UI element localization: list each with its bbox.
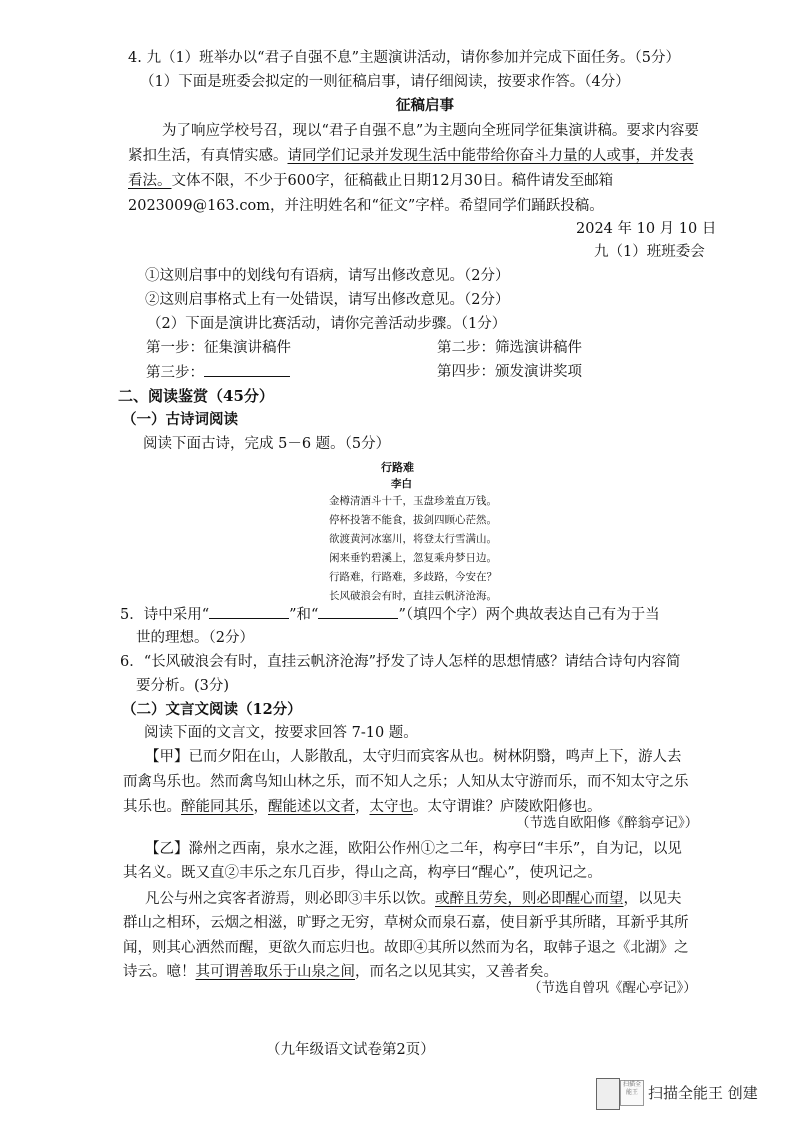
q6-line-2: 要分析。(3分) xyxy=(136,678,230,694)
jia-underline-1: 醉能同其乐 xyxy=(181,799,254,815)
notice-line-1: 为了响应学校号召，现以“君子自强不息”为主题向全班同学征集演讲稿。要求内容要 xyxy=(162,123,699,139)
yi-line-3 xyxy=(145,889,682,909)
step-3 xyxy=(146,362,290,383)
part1-title: （一）古诗词阅读 xyxy=(122,411,238,428)
notice-signer: 九（1）班班委会 xyxy=(594,244,705,260)
step-3-label: 第三步： xyxy=(146,365,204,381)
poem-title: 行路难 xyxy=(381,461,414,474)
notice-line-2 xyxy=(128,146,694,166)
notice-text: 文体不限，不少于600字，征稿截止日期12月30日。稿件请发至邮箱 xyxy=(171,173,614,189)
poem-line-4: 闲来垂钓碧溪上，忽复乘舟梦日边。 xyxy=(329,552,497,564)
q6-line-1: 6．“长风破浪会有时，直挂云帆济沧海”抒发了诗人怎样的思想情感？请结合诗句内容简 xyxy=(120,654,681,670)
q5-blank-1[interactable] xyxy=(209,604,289,619)
jia-line-2: 而禽鸟乐也。然而禽鸟知山林之乐，而不知人之乐；人知从太守游而乐，而不知太守之乐 xyxy=(123,774,689,790)
part2-instruction: 阅读下面的文言文，按要求回答 7-10 题。 xyxy=(144,725,418,741)
jia-text: ， xyxy=(355,799,370,815)
yi-line-6 xyxy=(123,962,558,982)
yi-text: ，以见夫 xyxy=(623,891,682,907)
notice-title: 征稿启事 xyxy=(396,97,454,114)
q5-line-2: 世的理想。（2分） xyxy=(136,630,254,646)
section2-title: 二、阅读鉴赏（45分） xyxy=(118,387,274,405)
notice-line-4: 2023009@163.com，并注明姓名和“征文”字样。希望同学们踊跃投稿。 xyxy=(128,198,604,214)
yi-line-5: 闻，则其心洒然而醒，更欲久而忘归也。故即④其所以然而为名，取韩子退之《北湖》之 xyxy=(123,940,689,956)
step-4: 第四步：颁发演讲奖项 xyxy=(437,364,582,380)
poem-line-3: 欲渡黄河冰塞川，将登太行雪满山。 xyxy=(329,533,497,545)
part2-title: （二）文言文阅读（12分） xyxy=(122,701,302,718)
yi-text: ，而名之以见其实，又善者矣。 xyxy=(355,964,558,980)
jia-underline-2: 醒能述以文者 xyxy=(268,799,355,815)
part1-instruction: 阅读下面古诗，完成 5－6 题。（5分） xyxy=(143,436,391,452)
underlined-sentence: 请同学们记录并发现生活中能带给你奋斗力量的人或事，并发表 xyxy=(287,148,694,164)
page-footer: （九年级语文试卷第2页） xyxy=(266,1042,435,1058)
scanner-logo: 扫描全能王 xyxy=(620,1080,644,1106)
q5-text: ”和“ xyxy=(289,607,319,623)
poem-line-2: 停杯投箸不能食，拔剑四顾心茫然。 xyxy=(329,514,497,526)
jia-underline-3: 太守也 xyxy=(369,799,413,815)
scanner-qr-icon xyxy=(596,1078,620,1110)
jia-text: 。太守谓谁？庐陵欧阳修也。 xyxy=(413,799,602,815)
yi-line-4: 群山之相环，云烟之相滋，旷野之无穷，草树众而泉石嘉，使目新乎其所睹，耳新乎其所 xyxy=(123,915,689,931)
scanner-watermark: 扫描全能王 创建 xyxy=(648,1084,758,1102)
notice-line-3 xyxy=(128,171,613,191)
q5-text: ”（填四个字）两个典故表达自己有为于当 xyxy=(398,607,660,623)
yi-underline-2: 其可谓善取乐于山泉之间 xyxy=(195,964,355,980)
task-1: ①这则启事中的划线句有语病，请写出修改意见。（2分） xyxy=(145,268,510,284)
q4-title: 4. 九（1）班举办以“君子自强不息”主题演讲活动，请你参加并完成下面任务。（5分） xyxy=(128,50,680,66)
jia-line-1: 【甲】已而夕阳在山，人影散乱，太守归而宾客从也。树林阴翳，鸣声上下，游人去 xyxy=(145,749,682,765)
poem-line-1: 金樽清酒斗十千，玉盘珍羞直万钱。 xyxy=(329,495,497,507)
poem-line-5: 行路难，行路难，多歧路，今安在？ xyxy=(329,571,497,583)
jia-text: 其乐也。 xyxy=(123,799,181,815)
yi-source: （节选自曾巩《醒心亭记》） xyxy=(528,980,697,996)
q4-sub1: （1）下面是班委会拟定的一则征稿启事，请仔细阅读，按要求作答。（4分） xyxy=(140,74,630,90)
q5-line-1 xyxy=(120,604,660,625)
notice-text: 紧扣生活，有真情实感。 xyxy=(128,148,288,164)
yi-line-2: 其名义。既又直②丰乐之东几百步，得山之高，构亭曰“醒心”，使巩记之。 xyxy=(123,865,602,881)
q4-sub2: （2）下面是演讲比赛活动，请你完善活动步骤。（1分） xyxy=(147,316,507,332)
step-1: 第一步：征集演讲稿件 xyxy=(146,340,291,356)
poem-author: 李白 xyxy=(391,478,412,490)
yi-text: 诗云。噫！ xyxy=(123,964,196,980)
yi-underline-1: 或醉且劳矣，则必即醒心而望 xyxy=(435,891,624,907)
poem-line-6: 长风破浪会有时，直挂云帆济沧海。 xyxy=(329,590,497,602)
q5-blank-2[interactable] xyxy=(318,604,398,619)
jia-source: （节选自欧阳修《醉翁亭记》） xyxy=(516,815,699,831)
step-3-blank[interactable] xyxy=(204,362,290,377)
notice-date: 2024 年 10 月 10 日 xyxy=(576,221,717,237)
yi-text: 凡公与州之宾客者游焉，则必即③丰乐以饮。 xyxy=(145,891,435,907)
yi-line-1: 【乙】滁州之西南，泉水之涯，欧阳公作州①之二年，构亭曰“丰乐”，自为记，以见 xyxy=(145,841,682,857)
q5-text: 5．诗中采用“ xyxy=(120,607,210,623)
task-2: ②这则启事格式上有一处错误，请写出修改意见。（2分） xyxy=(145,292,510,308)
underlined-sentence-end: 看法。 xyxy=(128,173,172,189)
step-2: 第二步：筛选演讲稿件 xyxy=(437,340,582,356)
jia-text: ， xyxy=(253,799,268,815)
